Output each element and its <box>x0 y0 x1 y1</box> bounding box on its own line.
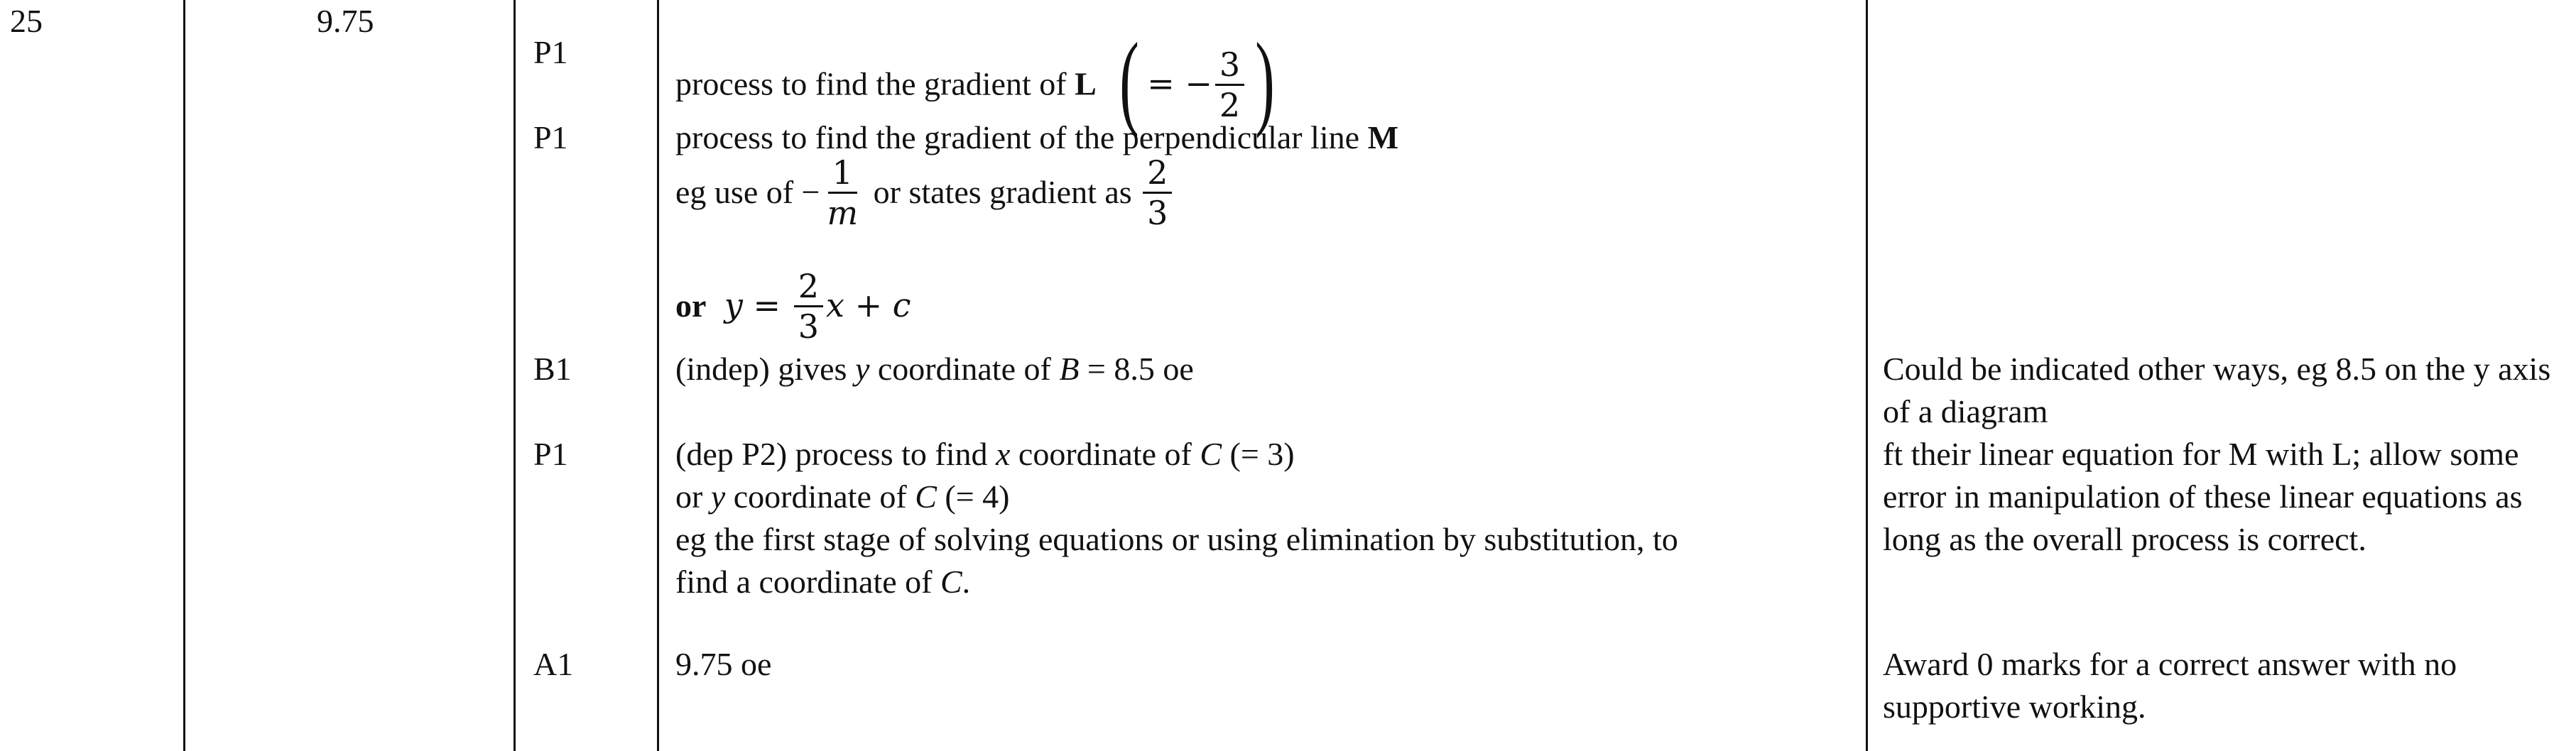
criterion-row-4-line-1 <box>675 433 1295 476</box>
column-divider-4 <box>1866 0 1868 751</box>
fraction-numerator: 2 <box>794 270 823 307</box>
column-divider-1 <box>183 0 185 751</box>
criterion-text: (= 4) <box>936 478 1010 515</box>
mark-code-row-2: P1 <box>533 119 568 155</box>
variable-y: y <box>710 478 726 515</box>
criterion-text: (indep) gives <box>675 351 855 387</box>
criterion-text: or <box>675 478 711 515</box>
criterion-row-2-line-2 <box>675 153 1175 232</box>
criterion-row-4-line-4 <box>675 561 970 603</box>
criterion-text: . <box>962 564 971 600</box>
mark-code-row-3: B1 <box>533 351 572 387</box>
criterion-text: find a coordinate of <box>675 564 940 600</box>
fraction-two-thirds-eq <box>794 267 823 346</box>
guidance-row-4: ft their linear equation for M with L; allow some error in manipulation of these linear equations as long as the overall process is correct. <box>1883 436 2523 557</box>
variable-x: x <box>995 436 1011 472</box>
criterion-text: eg use of − <box>675 174 820 211</box>
equals-sign: = <box>742 286 791 325</box>
point-c: C <box>915 478 937 515</box>
column-divider-3 <box>657 0 659 751</box>
criterion-text: or states gradient as <box>865 174 1141 211</box>
criterion-text: (dep P2) process to find <box>675 436 996 472</box>
question-number: 25 <box>10 3 43 39</box>
criterion-text: coordinate of <box>869 351 1060 387</box>
variable-y: y <box>854 351 870 387</box>
line-label-m: M <box>1367 119 1399 155</box>
criterion-row-5: 9.75 oe <box>675 646 772 682</box>
criterion-text: (= 3) <box>1222 436 1295 472</box>
column-divider-2 <box>513 0 516 751</box>
point-b: B <box>1059 351 1080 387</box>
guidance-row-3: Could be indicated other ways, eg 8.5 on the y axis of a diagram <box>1883 351 2551 429</box>
right-paren-glyph: ) <box>1255 21 1275 139</box>
criterion-text: coordinate of <box>1010 436 1200 472</box>
fraction-two-thirds <box>1143 153 1172 232</box>
fraction-denominator: 3 <box>798 307 819 346</box>
criterion-text: process to find the gradient of the perpendicular line <box>675 119 1368 155</box>
fraction-denominator: 3 <box>1147 194 1168 232</box>
mark-code-row-1: P1 <box>533 34 568 70</box>
fraction-denominator: m <box>827 194 859 232</box>
equation-tail: x + c <box>826 286 911 325</box>
answer-value: 9.75 <box>317 3 374 39</box>
criterion-row-4-line-2 <box>675 476 1009 518</box>
left-paren-glyph: ( <box>1119 21 1139 139</box>
fraction-denominator: 2 <box>1219 85 1241 124</box>
criterion-text: process to find the gradient of <box>675 65 1075 102</box>
criterion-row-3 <box>675 348 1194 390</box>
or-keyword: or <box>675 287 707 324</box>
fraction-numerator: 3 <box>1215 48 1244 86</box>
point-c: C <box>940 564 962 600</box>
fraction-numerator: 1 <box>828 156 857 194</box>
criterion-row-4-line-3: eg the first stage of solving equations or using elimination by substitution, to <box>675 521 1678 557</box>
criterion-text: coordinate of <box>725 478 915 515</box>
guidance-row-5: Award 0 marks for a correct answer with no supportive working. <box>1883 646 2457 725</box>
fraction-three-halves <box>1215 45 1244 124</box>
variable-y: y <box>724 286 743 325</box>
equals-minus: = − <box>1147 64 1212 103</box>
point-c: C <box>1200 436 1222 472</box>
criterion-text: = 8.5 oe <box>1079 351 1194 387</box>
fraction-numerator: 2 <box>1143 156 1172 194</box>
mark-code-row-4: P1 <box>533 436 568 472</box>
mark-code-row-5: A1 <box>533 646 574 682</box>
criterion-row-2-line-3 <box>675 267 911 346</box>
fraction-one-over-m <box>823 153 863 232</box>
line-label-l: L <box>1075 65 1097 102</box>
criterion-row-2-line-1 <box>675 116 1398 159</box>
